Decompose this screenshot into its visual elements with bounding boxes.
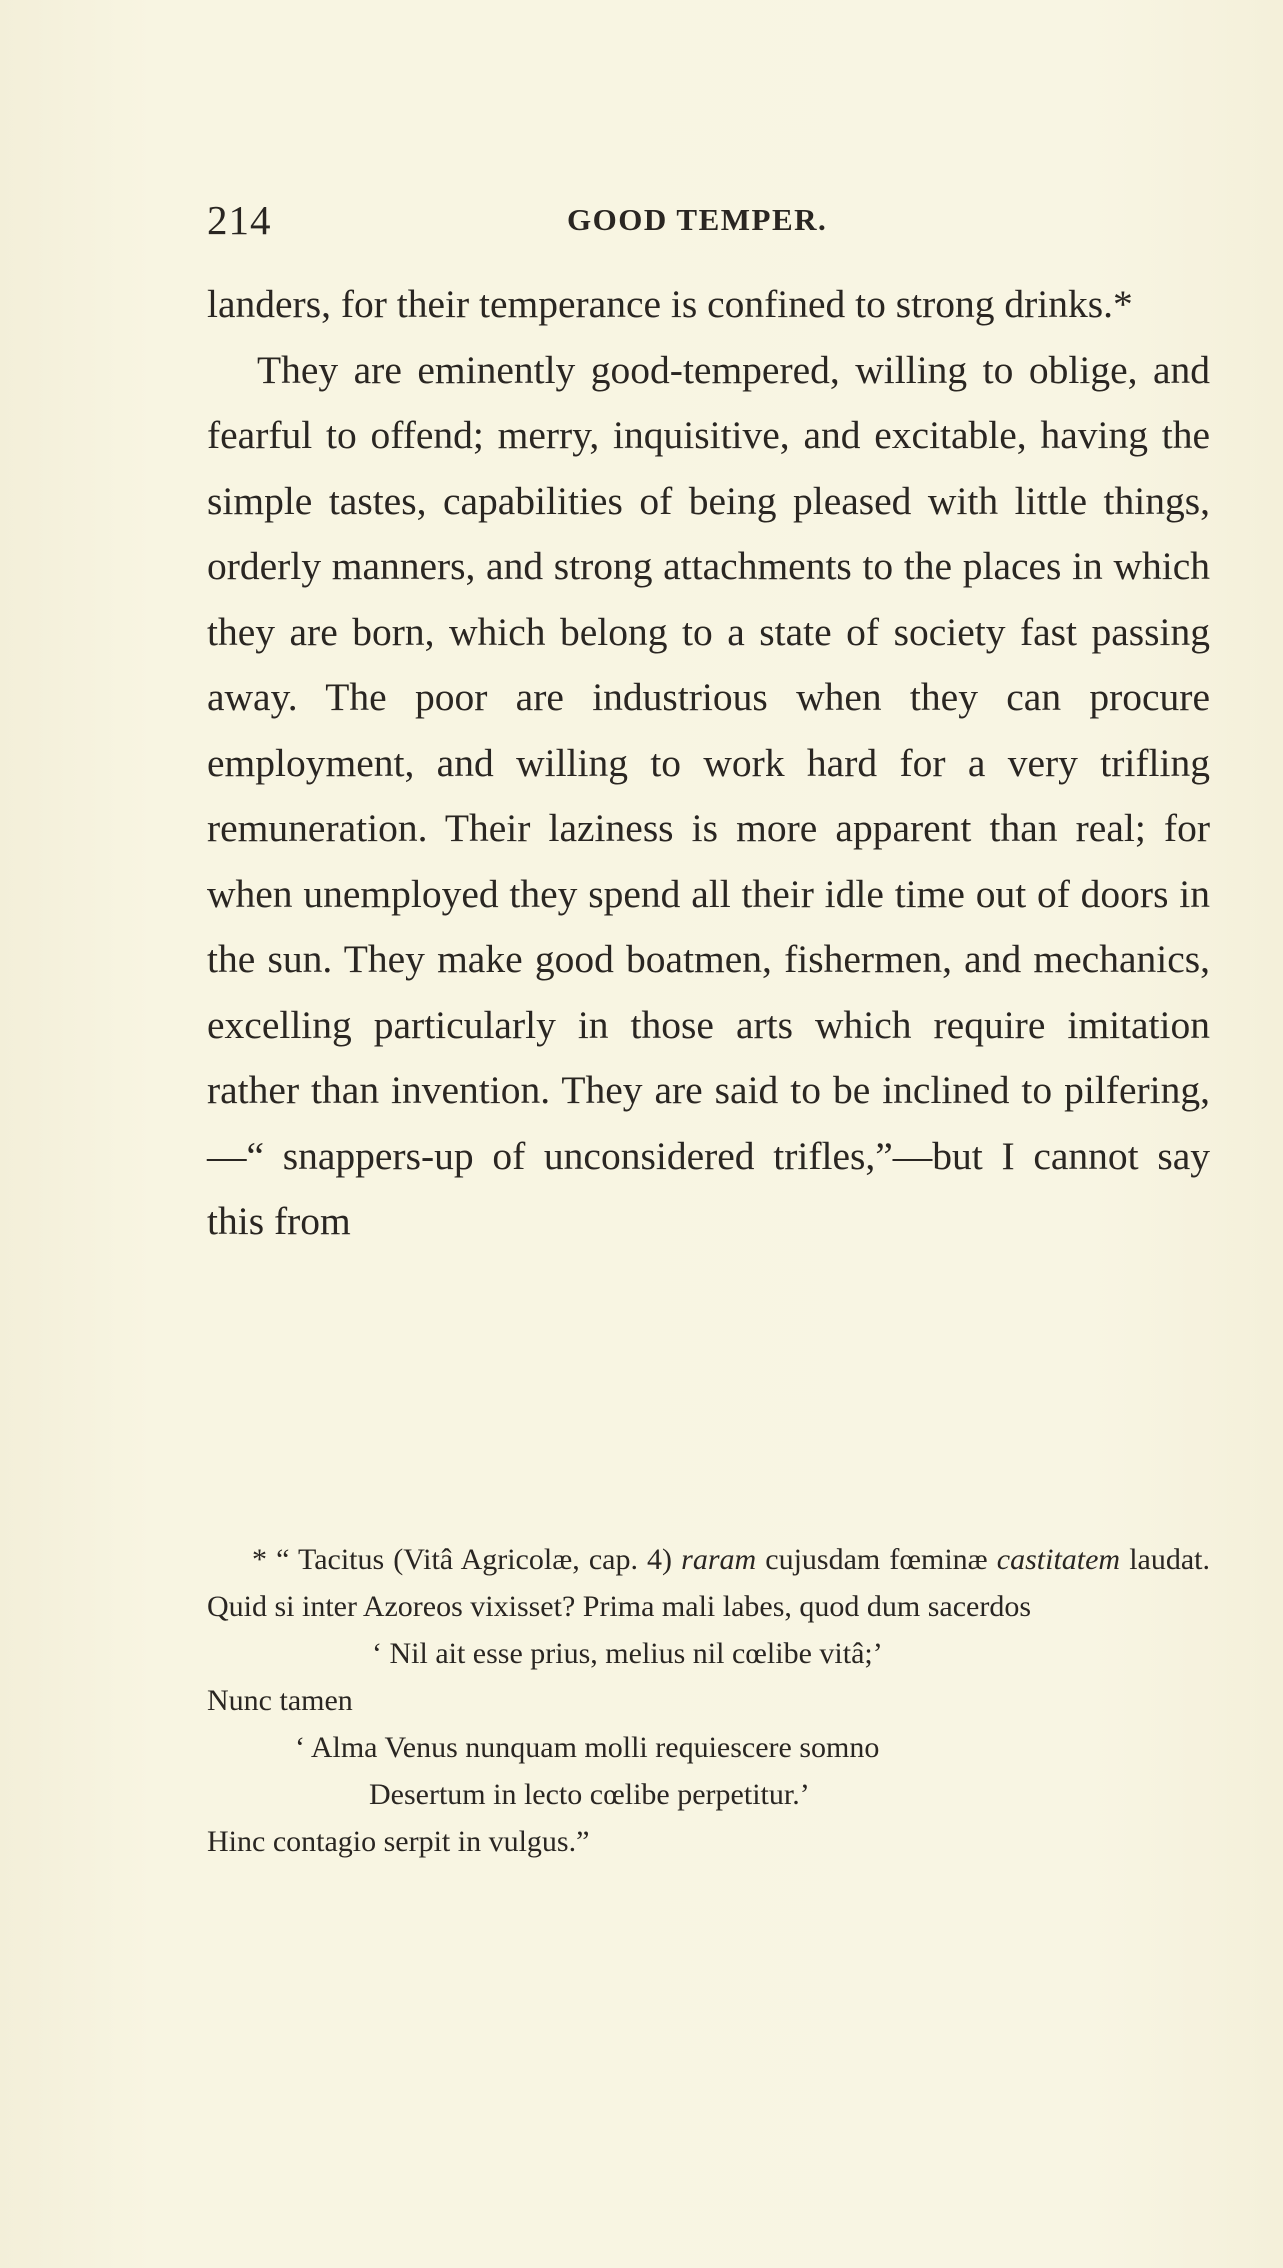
footnote-verse: Desertum in lecto cœlibe perpetitur.’ xyxy=(369,1778,810,1811)
footnote-line: Nunc tamen xyxy=(207,1684,353,1717)
footnote-text xyxy=(207,1536,1210,1630)
footnote-text-part: cujusdam fœminæ xyxy=(756,1543,997,1576)
footnote-text-part: laudat. Quid si inter Azoreos vixisset? Prima mali labes, quod dum sacerdos xyxy=(207,1543,1210,1623)
footnote-verse: ‘ Alma Venus nunquam molli requiescere somno xyxy=(295,1731,880,1764)
footnote xyxy=(207,1536,1210,1865)
footnote-italic: raram xyxy=(681,1543,757,1576)
paragraph: They are eminently good-tempered, willing to oblige, and fearful to offend; merry, inquisitive, and excitable, having the simple tastes, capabilities of being pleased with little things, orderly manners, and strong attachments to the places in which they are born, which belong to a state of society fast passing away. The poor are industrious when they can procure employment, and willing to work hard for a very trifling remuneration. Their laziness is more apparent than real; for when unemployed they spend all their idle time out of doors in the sun. They make good boatmen, fishermen, and mechanics, excelling particularly in those arts which require imitation rather than invention. They are said to be inclined to pilfering,—“ snappers-up of unconsidered trifles,”—but I cannot say this from xyxy=(207,347,1210,1243)
paragraph-continued: landers, for their temperance is confined to strong drinks.* xyxy=(207,282,1133,326)
footnote-line: Hinc contagio serpit in vulgus.” xyxy=(207,1825,590,1858)
footnote-verse: ‘ Nil ait esse prius, melius nil cœlibe vitâ;’ xyxy=(372,1637,883,1670)
page-number: 214 xyxy=(207,197,272,243)
page-header xyxy=(207,196,1210,246)
body-text xyxy=(207,272,1210,1255)
running-head: GOOD TEMPER. xyxy=(567,202,828,237)
footnote-text-part: * “ Tacitus (Vitâ Agricolæ, cap. 4) xyxy=(252,1543,682,1576)
footnote-italic: castitatem xyxy=(996,1543,1121,1576)
